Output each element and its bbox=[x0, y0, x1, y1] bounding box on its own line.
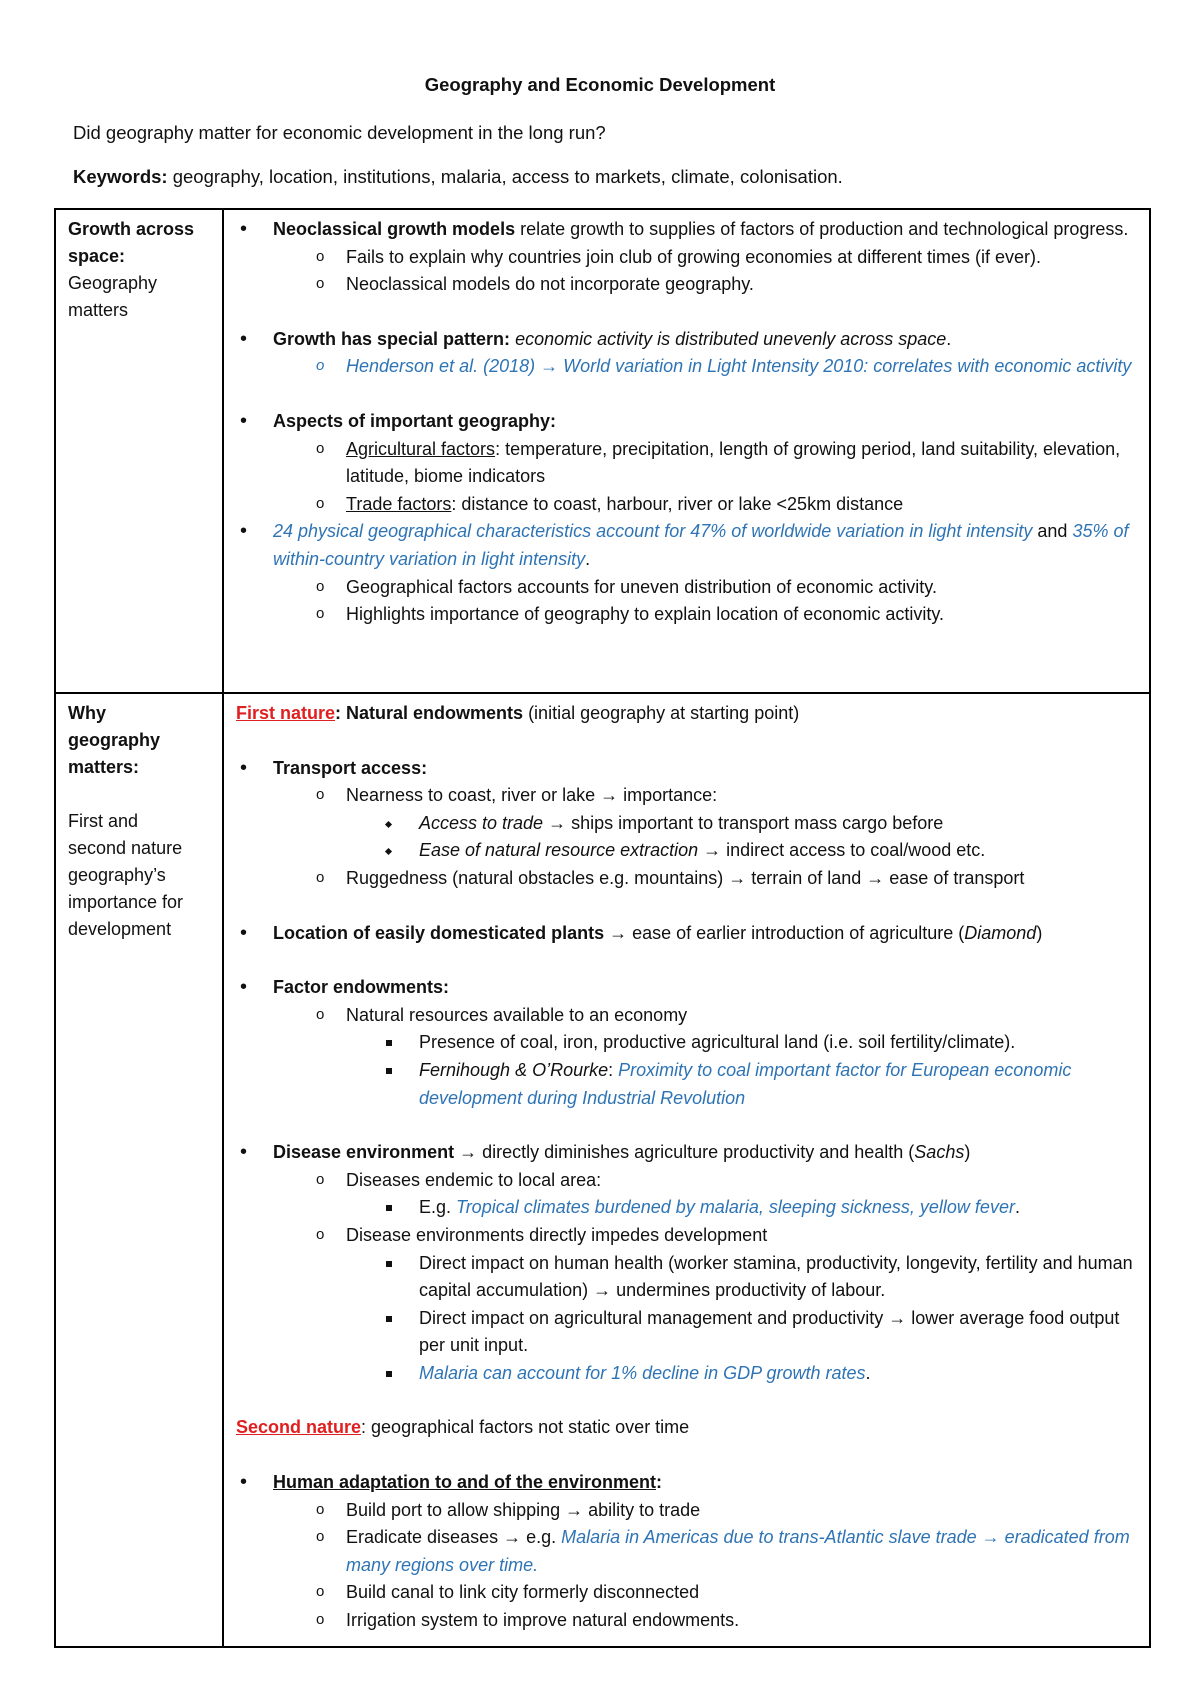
list-item: Access to trade → ships important to transport mass cargo before bbox=[236, 810, 1139, 838]
row-heading-line: Geography bbox=[68, 273, 158, 293]
list-item: Direct impact on agricultural management and productivity → lower average food output per unit input. bbox=[236, 1305, 1139, 1360]
row-heading-line: matters bbox=[68, 300, 129, 320]
list-item: • Neoclassical growth models relate growth to supplies of factors of production and technological progress. bbox=[236, 216, 1139, 244]
list-item: o Disease environments directly impedes development bbox=[236, 1222, 1139, 1250]
row-heading-line: matters: bbox=[68, 757, 140, 777]
list-item: Direct impact on human health (worker stamina, productivity, longevity, fertility and human capital accumulation) → undermines productivity of labour. bbox=[236, 1250, 1139, 1305]
keywords-text: geography, location, institutions, malaria, access to markets, climate, colonisation. bbox=[167, 166, 843, 187]
list-item: o Neoclassical models do not incorporate geography. bbox=[236, 271, 1139, 299]
list-item: o Natural resources available to an economy bbox=[236, 1002, 1139, 1030]
keywords-line bbox=[73, 166, 843, 188]
lead-question: Did geography matter for economic development in the long run? bbox=[73, 122, 606, 143]
row-heading bbox=[55, 209, 223, 693]
row-heading-line: geography bbox=[68, 730, 161, 750]
row-content bbox=[223, 693, 1150, 1647]
list-item: o Highlights importance of geography to explain location of economic activity. bbox=[236, 601, 1139, 629]
keywords-label: Keywords: bbox=[73, 166, 168, 187]
list-item: Malaria can account for 1% decline in GDP growth rates. bbox=[236, 1360, 1139, 1388]
list-item: o Ruggedness (natural obstacles e.g. mountains) → terrain of land → ease of transport bbox=[236, 865, 1139, 893]
list-item: Presence of coal, iron, productive agricultural land (i.e. soil fertility/climate). bbox=[236, 1029, 1139, 1057]
list-item: • 24 physical geographical characteristics account for 47% of worldwide variation in light intensity and 35% of within-country variation in light intensity. bbox=[236, 518, 1139, 573]
list-item: • Transport access: bbox=[236, 755, 1139, 783]
list-item: o Eradicate diseases → e.g. Malaria in Americas due to trans-Atlantic slave trade → eradicated from many regions over time. bbox=[236, 1524, 1139, 1579]
list-item: • Disease environment → directly diminishes agriculture productivity and health (Sachs) bbox=[236, 1139, 1139, 1167]
row-content bbox=[223, 209, 1150, 693]
list-item: o Build canal to link city formerly disconnected bbox=[236, 1579, 1139, 1607]
list-item: o Geographical factors accounts for uneven distribution of economic activity. bbox=[236, 574, 1139, 602]
list-item: E.g. Tropical climates burdened by malaria, sleeping sickness, yellow fever. bbox=[236, 1194, 1139, 1222]
table-row bbox=[55, 209, 1150, 693]
list-item: Fernihough & O’Rourke: Proximity to coal important factor for European economic development during Industrial Revolution bbox=[236, 1057, 1139, 1112]
list-item: o Trade factors: distance to coast, harbour, river or lake <25km distance bbox=[236, 491, 1139, 519]
table-row bbox=[55, 693, 1150, 1647]
second-nature-heading: Second nature: geographical factors not static over time bbox=[236, 1417, 690, 1438]
row-heading-line: Why bbox=[68, 703, 106, 723]
list-item: • Growth has special pattern: economic activity is distributed unevenly across space. bbox=[236, 326, 1139, 354]
row-heading-line: space: bbox=[68, 246, 126, 266]
document-title: Geography and Economic Development bbox=[424, 74, 776, 95]
list-item: o Build port to allow shipping → ability to trade bbox=[236, 1497, 1139, 1525]
list-item: • Human adaptation to and of the environment: bbox=[236, 1469, 1139, 1497]
row-heading-line: second nature bbox=[68, 838, 183, 858]
notes-table bbox=[54, 208, 1151, 1648]
first-nature-heading: First nature: Natural endowments (initial geography at starting point) bbox=[236, 703, 800, 723]
row-heading-line: development bbox=[68, 919, 172, 939]
list-item: • Location of easily domesticated plants → ease of earlier introduction of agriculture (Diamond) bbox=[236, 920, 1139, 948]
row-heading-line: geography’s bbox=[68, 865, 166, 885]
list-item: Ease of natural resource extraction → indirect access to coal/wood etc. bbox=[236, 837, 1139, 865]
row-heading-line: First and bbox=[68, 811, 139, 831]
list-item: o Irrigation system to improve natural endowments. bbox=[236, 1607, 1139, 1635]
list-item: o Henderson et al. (2018) → World variation in Light Intensity 2010: correlates with economic activity bbox=[236, 353, 1139, 381]
list-item: o Diseases endemic to local area: bbox=[236, 1167, 1139, 1195]
row-heading bbox=[55, 693, 223, 1647]
row-heading-line: Growth across bbox=[68, 219, 195, 239]
row-heading-line: importance for bbox=[68, 892, 184, 912]
list-item: o Fails to explain why countries join club of growing economies at different times (if ever). bbox=[236, 244, 1139, 272]
list-item: o Agricultural factors: temperature, precipitation, length of growing period, land suitability, elevation, latitude, biome indicators bbox=[236, 436, 1139, 491]
list-item: o Nearness to coast, river or lake → importance: bbox=[236, 782, 1139, 810]
list-item: • Aspects of important geography: bbox=[236, 408, 1139, 436]
list-item: • Factor endowments: bbox=[236, 974, 1139, 1002]
